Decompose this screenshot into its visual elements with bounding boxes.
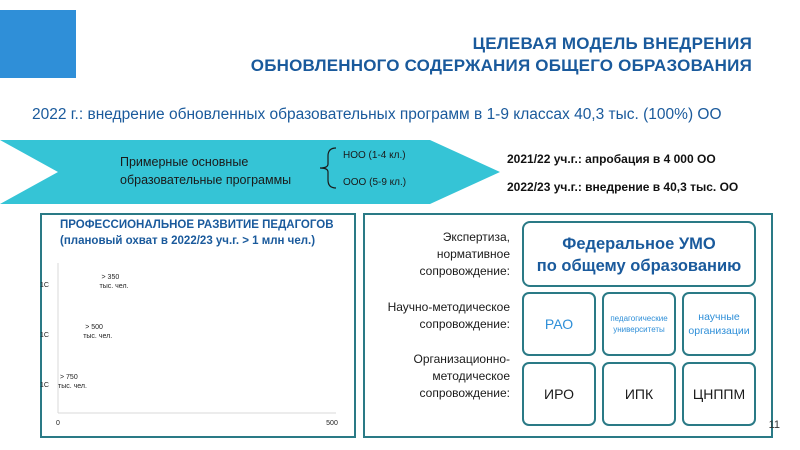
chart-data-label: > 500 [85, 324, 103, 331]
stage-approbation: 2021/22 уч.г.: апробация в 4 000 ОО [507, 152, 716, 166]
teacher-development-title-line-2: (плановый охват в 2022/23 уч.г. > 1 млн чел.) [60, 235, 316, 247]
chart-data-label: тыс. чел. [58, 383, 87, 390]
headline: 2022 г.: внедрение обновленных образовательных программ в 1-9 классах 40,3 тыс. (100%) ОО [32, 106, 722, 123]
cell-sci-organizations [682, 292, 756, 356]
title-line-2: ОБНОВЛЕННОГО СОДЕРЖАНИЯ ОБЩЕГО ОБРАЗОВАНИЯ [250, 56, 752, 75]
chart-data-label: тыс. чел. [83, 333, 113, 340]
chart-y-tick-label: 1С [40, 382, 49, 389]
chart-y-tick-label: 1С [40, 282, 49, 289]
level-noo: НОО (1-4 кл.) [343, 150, 406, 161]
cell-ipk [602, 362, 676, 426]
cell-iro [522, 362, 596, 426]
federal-umo-box [522, 221, 756, 287]
arrow-label-line-1: Примерные основные [120, 155, 249, 169]
chart-data-label: тыс. чел. [99, 283, 129, 290]
corner-decoration [0, 10, 76, 78]
row-label-organizational [414, 351, 510, 402]
chart-data-label: > 750 [60, 374, 78, 381]
page-title [251, 33, 752, 77]
level-ooo: ООО (5-9 кл.) [343, 177, 407, 188]
cell-cnppm-label: ЦНППМ [692, 386, 746, 402]
cell-sci-line-2: организации [688, 325, 750, 337]
page-number: 11 [768, 419, 780, 431]
arrow-label-line-2: образовательные программы [120, 173, 292, 187]
title-line-1: ЦЕЛЕВАЯ МОДЕЛЬ ВНЕДРЕНИЯ [472, 34, 752, 53]
brace-icon [316, 146, 338, 190]
federal-umo-line-1: Федеральное УМО [562, 235, 716, 253]
cell-ipk-label: ИПК [624, 386, 654, 402]
row-label-organizational-line-3: сопровождение: [419, 386, 510, 400]
row-label-organizational-line-2: методическое [432, 369, 510, 383]
row-label-scientific-line-2: сопровождение: [419, 317, 510, 331]
chart-data-label: > 350 [101, 274, 120, 281]
stage-implementation: 2022/23 уч.г.: внедрение в 40,3 тыс. ОО [507, 180, 739, 194]
row-label-scientific-line-1: Научно-методическое [387, 300, 510, 314]
teacher-development-title [60, 217, 334, 249]
coverage-chart [40, 255, 356, 435]
chart-y-tick-label: 1С [40, 332, 49, 339]
row-label-expertise-line-2: нормативное [436, 247, 510, 261]
cell-ped-line-2: университеты [613, 325, 665, 334]
chart-x-tick-label: 0 [56, 420, 60, 427]
chart-x-tick-label: 500 [326, 420, 338, 427]
cell-rao [522, 292, 596, 356]
row-label-expertise [420, 229, 510, 280]
cell-sci-line-1: научные [698, 311, 740, 323]
cell-iro-label: ИРО [544, 386, 574, 402]
federal-umo-line-2: по общему образованию [536, 257, 742, 275]
cell-cnppm [682, 362, 756, 426]
row-label-scientific [388, 299, 510, 333]
cell-ped-universities [602, 292, 676, 356]
cell-ped-line-1: педагогические [610, 314, 668, 323]
row-label-expertise-line-3: сопровождение: [419, 264, 510, 278]
arrow-label [120, 153, 291, 189]
row-label-organizational-line-1: Организационно- [413, 352, 510, 366]
cell-rao-label: РАО [544, 316, 574, 332]
teacher-development-title-line-1: ПРОФЕССИОНАЛЬНОЕ РАЗВИТИЕ ПЕДАГОГОВ [60, 219, 334, 231]
row-label-expertise-line-1: Экспертиза, [442, 230, 510, 244]
